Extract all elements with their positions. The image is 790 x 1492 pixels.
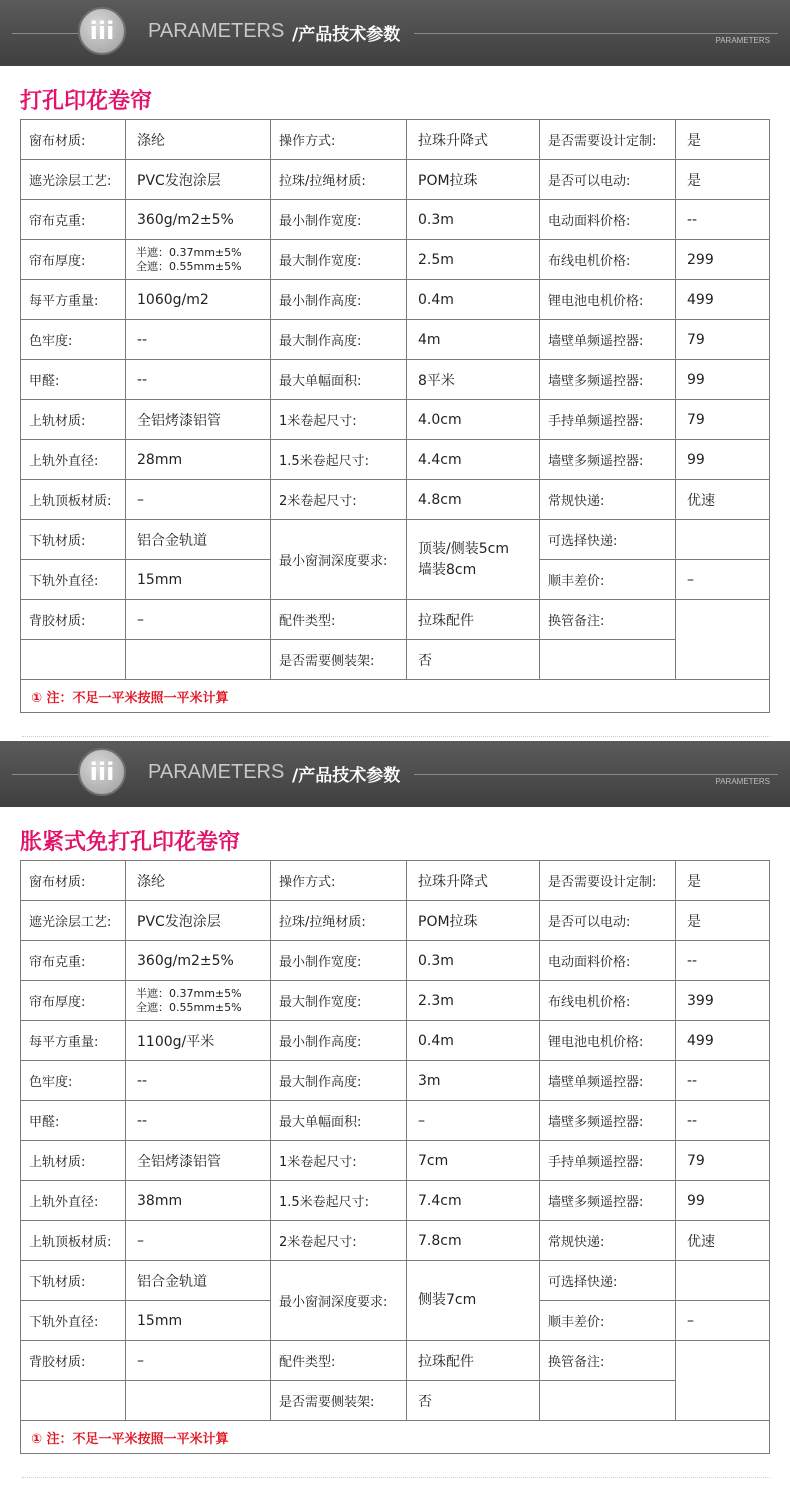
spec-value — [407, 1261, 540, 1341]
table-row — [21, 160, 770, 200]
product-heading: 打孔印花卷帘 — [20, 89, 153, 114]
spec-value: -- — [676, 941, 770, 981]
spec-value: 4.0cm — [407, 400, 540, 440]
depth-line-1: 顶装/侧装5cm — [418, 540, 509, 557]
depth-line-2: 墙装8cm — [418, 561, 477, 578]
spec-label: 最小制作高度: — [271, 280, 407, 320]
table-row — [21, 360, 770, 400]
spec-value — [676, 520, 770, 560]
table-row — [21, 1021, 770, 1061]
spec-value — [407, 520, 540, 600]
spec-value: – — [676, 1301, 770, 1341]
spec-label: 背胶材质: — [21, 600, 126, 640]
spec-value: POM拉珠 — [407, 160, 540, 200]
banner-divider — [12, 774, 82, 775]
table-row — [21, 1341, 770, 1381]
spec-value: 涤纶 — [126, 861, 271, 901]
spec-value: 1100g/平米 — [126, 1021, 271, 1061]
spec-label: 上轨材质: — [21, 1141, 126, 1181]
spec-value: – — [676, 560, 770, 600]
banner-title-cn: /产品技术参数 — [292, 25, 401, 45]
spec-label: 上轨顶板材质: — [21, 1221, 126, 1261]
spec-label: 锂电池电机价格: — [540, 1021, 676, 1061]
spec-value: -- — [126, 320, 271, 360]
spec-label: 是否需要设计定制: — [540, 861, 676, 901]
spec-value: 79 — [676, 320, 770, 360]
spec-value: 79 — [676, 400, 770, 440]
empty-cell — [540, 640, 676, 680]
banner-small-label: PARAMETERS — [715, 36, 770, 45]
spec-value: – — [126, 1221, 271, 1261]
spec-value: 全铝烤漆铝管 — [126, 400, 271, 440]
spec-value: -- — [126, 1101, 271, 1141]
spec-label: 最大制作宽度: — [271, 240, 407, 280]
table-row — [21, 520, 770, 560]
spec-label: 是否需要设计定制: — [540, 120, 676, 160]
spec-label: 2米卷起尺寸: — [271, 1221, 407, 1261]
spec-label: 帘布厚度: — [21, 981, 126, 1021]
spec-value: 涤纶 — [126, 120, 271, 160]
spec-label: 窗布材质: — [21, 861, 126, 901]
table-row — [21, 1381, 770, 1421]
table-row — [21, 400, 770, 440]
thickness-half: 半遮：0.37mm±5% — [136, 986, 242, 1000]
footnote: ① 注：不足一平米按照一平米计算 — [21, 1421, 770, 1454]
spec-label: 遮光涂层工艺: — [21, 160, 126, 200]
spec-label: 上轨外直径: — [21, 440, 126, 480]
thickness-half: 半遮：0.37mm±5% — [136, 245, 242, 259]
spec-label: 顺丰差价: — [540, 560, 676, 600]
spec-label: 甲醛: — [21, 360, 126, 400]
spec-value: -- — [126, 1061, 271, 1101]
table-row — [21, 901, 770, 941]
spec-value: – — [126, 1341, 271, 1381]
spec-table — [20, 860, 770, 1454]
product-heading: 胀紧式免打孔印花卷帘 — [20, 830, 241, 855]
parameters-banner — [0, 0, 790, 66]
table-row — [21, 480, 770, 520]
note-row — [21, 1421, 770, 1454]
spec-label: 上轨外直径: — [21, 1181, 126, 1221]
spec-label: 最小窗洞深度要求: — [271, 520, 407, 600]
table-row — [21, 240, 770, 280]
spec-value: 铝合金轨道 — [126, 520, 271, 560]
spec-value: -- — [676, 1061, 770, 1101]
spec-value: 7.4cm — [407, 1181, 540, 1221]
spec-label: 最大单幅面积: — [271, 1101, 407, 1141]
spec-label: 色牢度: — [21, 320, 126, 360]
spec-label: 墙壁多频遥控器: — [540, 360, 676, 400]
spec-label: 1米卷起尺寸: — [271, 400, 407, 440]
spec-label: 背胶材质: — [21, 1341, 126, 1381]
spec-value: 4.4cm — [407, 440, 540, 480]
spec-value: 499 — [676, 280, 770, 320]
spec-value: 是 — [676, 120, 770, 160]
banner-divider — [414, 33, 778, 34]
table-row — [21, 1141, 770, 1181]
spec-label: 每平方重量: — [21, 1021, 126, 1061]
empty-cell — [21, 640, 126, 680]
spec-value: 优速 — [676, 1221, 770, 1261]
spec-label: 下轨外直径: — [21, 1301, 126, 1341]
spec-table — [20, 119, 770, 713]
table-row — [21, 320, 770, 360]
table-row — [21, 1061, 770, 1101]
spec-value: 2.3m — [407, 981, 540, 1021]
banner-divider — [414, 774, 778, 775]
spec-label: 下轨材质: — [21, 1261, 126, 1301]
spec-label: 帘布厚度: — [21, 240, 126, 280]
spec-label: 最大制作高度: — [271, 1061, 407, 1101]
spec-label: 顺丰差价: — [540, 1301, 676, 1341]
thickness-full: 全遮：0.55mm±5% — [136, 1000, 242, 1014]
spec-value: 0.3m — [407, 941, 540, 981]
spec-label: 手持单频遥控器: — [540, 1141, 676, 1181]
spec-value: 399 — [676, 981, 770, 1021]
spec-label: 帘布克重: — [21, 200, 126, 240]
spec-label: 色牢度: — [21, 1061, 126, 1101]
dotted-divider — [22, 1477, 770, 1479]
spec-value: 7.8cm — [407, 1221, 540, 1261]
spec-label: 可选择快递: — [540, 520, 676, 560]
spec-label: 操作方式: — [271, 861, 407, 901]
spec-value: 299 — [676, 240, 770, 280]
spec-label: 遮光涂层工艺: — [21, 901, 126, 941]
spec-label: 墙壁多频遥控器: — [540, 1101, 676, 1141]
spec-label: 常规快递: — [540, 480, 676, 520]
spec-value: 360g/m2±5% — [126, 941, 271, 981]
spec-value: -- — [676, 1101, 770, 1141]
spec-value: 否 — [407, 1381, 540, 1421]
spec-label: 每平方重量: — [21, 280, 126, 320]
empty-cell — [126, 1381, 271, 1421]
spec-value — [126, 981, 271, 1021]
table-row — [21, 280, 770, 320]
spec-label: 最大制作高度: — [271, 320, 407, 360]
spec-value: 38mm — [126, 1181, 271, 1221]
spec-value: 8平米 — [407, 360, 540, 400]
spec-value: 7cm — [407, 1141, 540, 1181]
spec-label: 是否需要侧装架: — [271, 1381, 407, 1421]
banner-title-en: PARAMETERS — [148, 761, 285, 783]
spec-value: 99 — [676, 1181, 770, 1221]
parameters-icon: iii — [78, 7, 126, 55]
spec-value: – — [126, 480, 271, 520]
spec-label: 配件类型: — [271, 1341, 407, 1381]
spec-label: 是否可以电动: — [540, 901, 676, 941]
table-row — [21, 1101, 770, 1141]
spec-label: 布线电机价格: — [540, 240, 676, 280]
spec-label: 锂电池电机价格: — [540, 280, 676, 320]
spec-value: 是 — [676, 861, 770, 901]
spec-label: 电动面料价格: — [540, 200, 676, 240]
footnote: ① 注：不足一平米按照一平米计算 — [21, 680, 770, 713]
spec-value — [126, 240, 271, 280]
spec-label: 甲醛: — [21, 1101, 126, 1141]
spec-label: 窗布材质: — [21, 120, 126, 160]
spec-value: 79 — [676, 1141, 770, 1181]
spec-value: 2.5m — [407, 240, 540, 280]
spec-label: 最小制作宽度: — [271, 941, 407, 981]
spec-label: 换管备注: — [540, 600, 676, 640]
spec-label: 1.5米卷起尺寸: — [271, 1181, 407, 1221]
spec-label: 最小制作宽度: — [271, 200, 407, 240]
spec-label: 换管备注: — [540, 1341, 676, 1381]
spec-value: PVC发泡涂层 — [126, 901, 271, 941]
spec-value — [676, 600, 770, 680]
spec-label: 上轨顶板材质: — [21, 480, 126, 520]
spec-value: 99 — [676, 440, 770, 480]
table-row — [21, 1181, 770, 1221]
table-row — [21, 1221, 770, 1261]
spec-value — [676, 1261, 770, 1301]
spec-label: 操作方式: — [271, 120, 407, 160]
banner-small-label: PARAMETERS — [715, 777, 770, 786]
spec-value: 4m — [407, 320, 540, 360]
spec-label: 拉珠/拉绳材质: — [271, 901, 407, 941]
table-row — [21, 941, 770, 981]
spec-value: 铝合金轨道 — [126, 1261, 271, 1301]
spec-label: 1米卷起尺寸: — [271, 1141, 407, 1181]
table-row — [21, 640, 770, 680]
spec-value: 360g/m2±5% — [126, 200, 271, 240]
spec-label: 墙壁单频遥控器: — [540, 320, 676, 360]
spec-label: 帘布克重: — [21, 941, 126, 981]
spec-value: 3m — [407, 1061, 540, 1101]
parameters-icon: iii — [78, 748, 126, 796]
table-row — [21, 600, 770, 640]
spec-value: 是 — [676, 901, 770, 941]
spec-value: 4.8cm — [407, 480, 540, 520]
table-row — [21, 861, 770, 901]
spec-label: 墙壁多频遥控器: — [540, 1181, 676, 1221]
spec-value: 28mm — [126, 440, 271, 480]
spec-value: PVC发泡涂层 — [126, 160, 271, 200]
spec-value: 15mm — [126, 1301, 271, 1341]
spec-value: 1060g/m2 — [126, 280, 271, 320]
spec-label: 下轨材质: — [21, 520, 126, 560]
spec-label: 最大单幅面积: — [271, 360, 407, 400]
spec-label: 配件类型: — [271, 600, 407, 640]
spec-value: – — [407, 1101, 540, 1141]
dotted-divider — [22, 736, 770, 738]
spec-value: 全铝烤漆铝管 — [126, 1141, 271, 1181]
spec-value: 优速 — [676, 480, 770, 520]
spec-value: 否 — [407, 640, 540, 680]
empty-cell — [126, 640, 271, 680]
spec-value: 0.3m — [407, 200, 540, 240]
spec-value: -- — [126, 360, 271, 400]
banner-divider — [12, 33, 82, 34]
spec-label: 墙壁单频遥控器: — [540, 1061, 676, 1101]
spec-value: 拉珠配件 — [407, 600, 540, 640]
spec-label: 布线电机价格: — [540, 981, 676, 1021]
spec-value: 99 — [676, 360, 770, 400]
table-row — [21, 981, 770, 1021]
thickness-full: 全遮：0.55mm±5% — [136, 259, 242, 273]
spec-label: 最小制作高度: — [271, 1021, 407, 1061]
table-row — [21, 440, 770, 480]
table-row — [21, 200, 770, 240]
depth-line-1: 侧装7cm — [418, 1292, 477, 1308]
spec-value: 0.4m — [407, 1021, 540, 1061]
spec-value: 拉珠升降式 — [407, 861, 540, 901]
spec-label: 最小窗洞深度要求: — [271, 1261, 407, 1341]
spec-value: 拉珠升降式 — [407, 120, 540, 160]
spec-label: 是否需要侧装架: — [271, 640, 407, 680]
spec-label: 上轨材质: — [21, 400, 126, 440]
spec-value: 15mm — [126, 560, 271, 600]
spec-label: 电动面料价格: — [540, 941, 676, 981]
empty-cell — [21, 1381, 126, 1421]
table-row — [21, 1261, 770, 1301]
parameters-banner — [0, 741, 790, 807]
spec-value: 是 — [676, 160, 770, 200]
spec-value: – — [126, 600, 271, 640]
spec-label: 拉珠/拉绳材质: — [271, 160, 407, 200]
spec-label: 2米卷起尺寸: — [271, 480, 407, 520]
spec-label: 可选择快递: — [540, 1261, 676, 1301]
empty-cell — [540, 1381, 676, 1421]
banner-title-cn: /产品技术参数 — [292, 766, 401, 786]
spec-label: 是否可以电动: — [540, 160, 676, 200]
spec-value: 拉珠配件 — [407, 1341, 540, 1381]
spec-value: 499 — [676, 1021, 770, 1061]
spec-label: 1.5米卷起尺寸: — [271, 440, 407, 480]
spec-label: 常规快递: — [540, 1221, 676, 1261]
spec-value — [676, 1341, 770, 1421]
spec-label: 手持单频遥控器: — [540, 400, 676, 440]
spec-label: 下轨外直径: — [21, 560, 126, 600]
spec-value: 0.4m — [407, 280, 540, 320]
table-row — [21, 120, 770, 160]
note-row — [21, 680, 770, 713]
spec-label: 最大制作宽度: — [271, 981, 407, 1021]
banner-title-en: PARAMETERS — [148, 20, 285, 42]
spec-value: POM拉珠 — [407, 901, 540, 941]
spec-value: -- — [676, 200, 770, 240]
spec-label: 墙壁多频遥控器: — [540, 440, 676, 480]
